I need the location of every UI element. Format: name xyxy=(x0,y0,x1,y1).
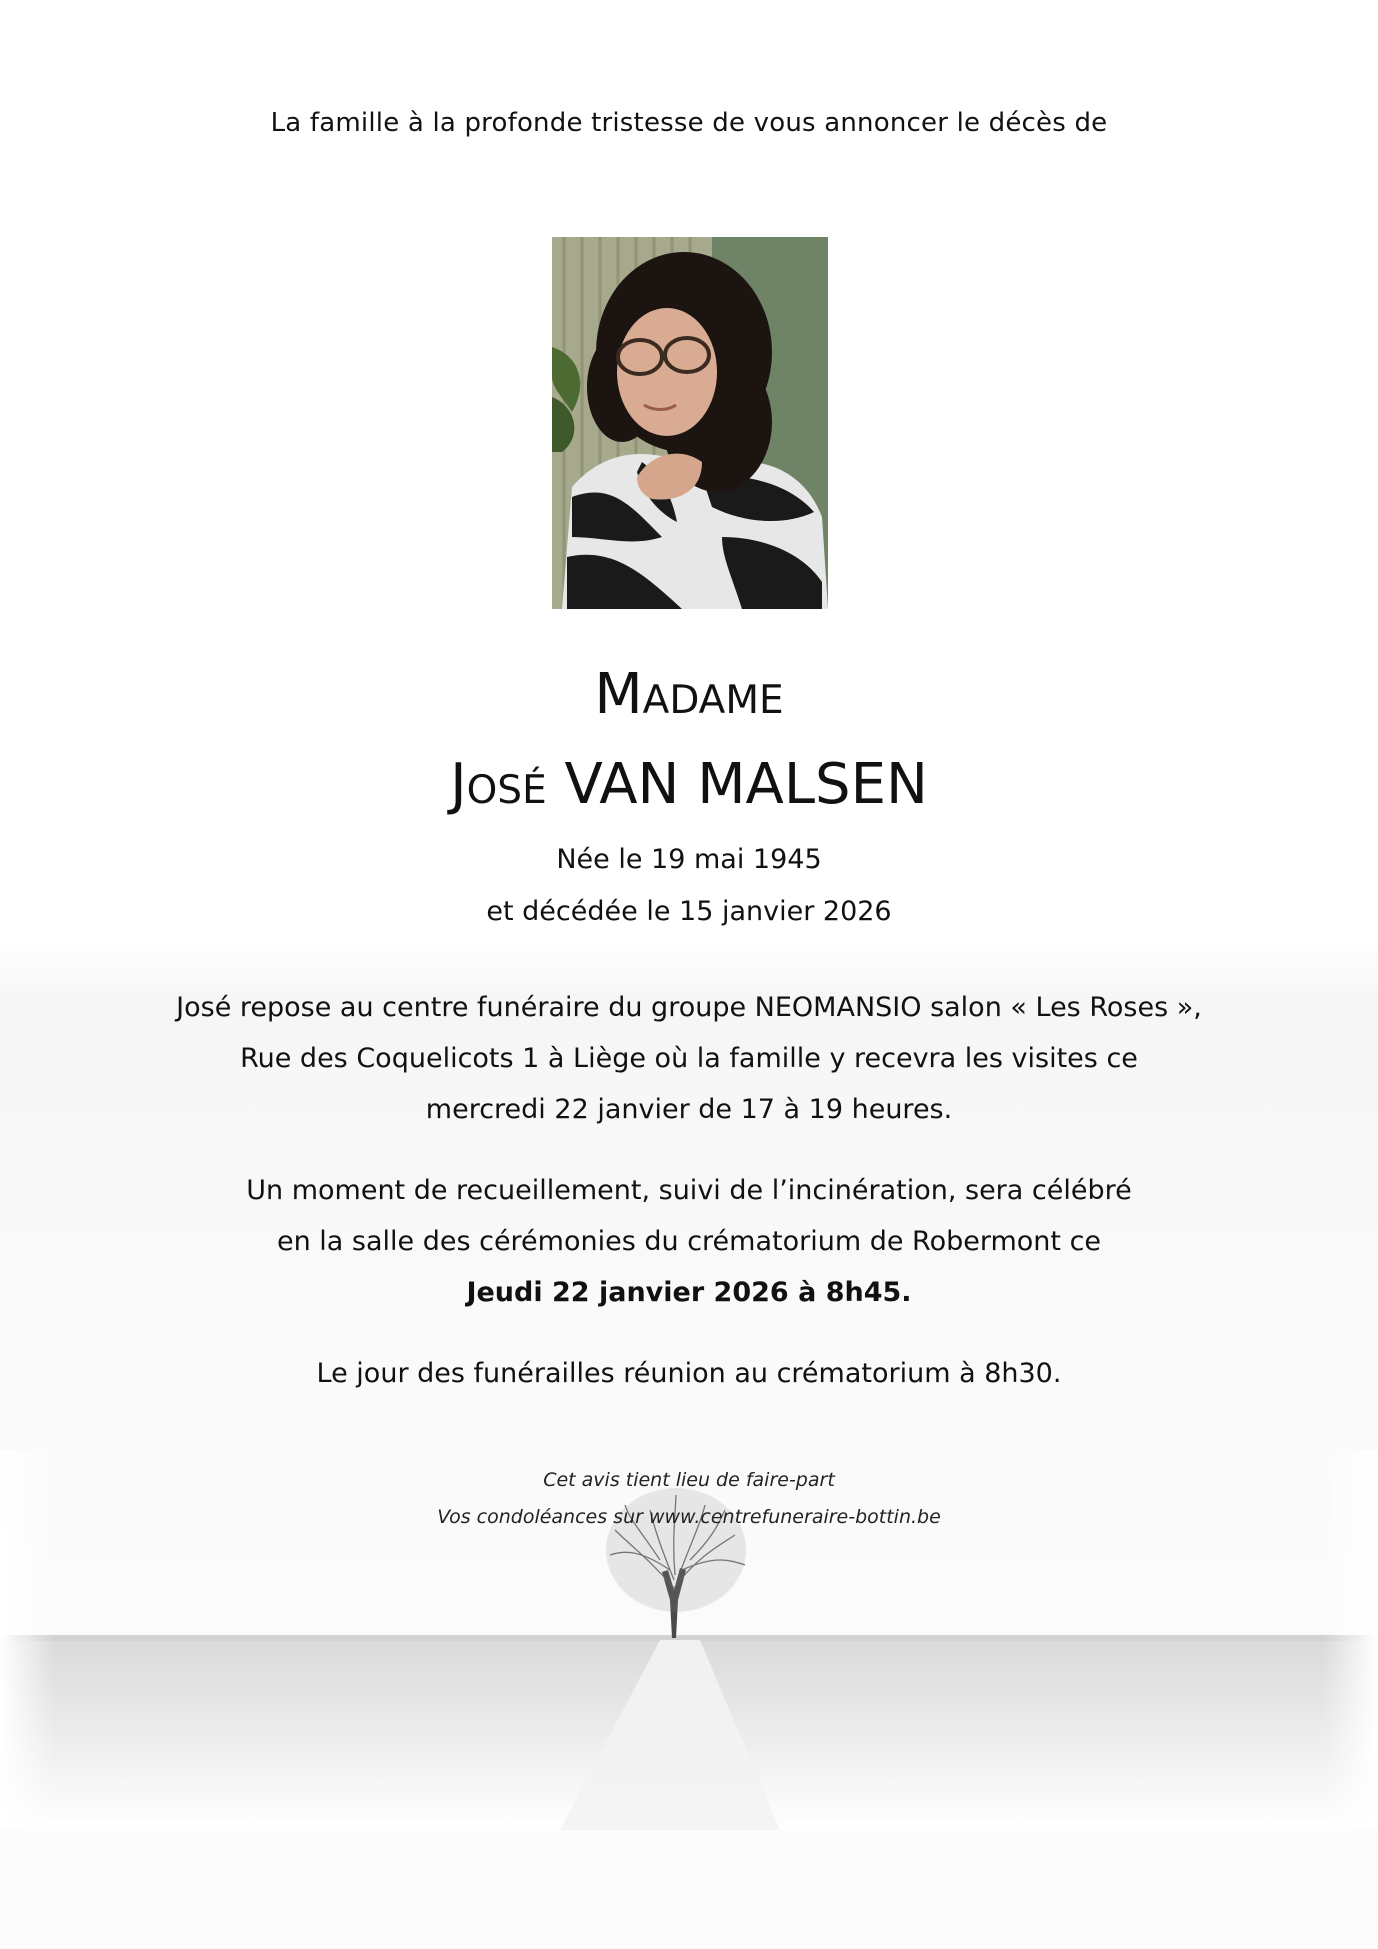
ceremony-date: Jeudi 22 janvier 2026 à 8h45. xyxy=(466,1277,912,1308)
full-name: José VAN MALSEN xyxy=(450,752,928,817)
visitation-line: José repose au centre funéraire du groupe NEOMANSIO salon « Les Roses », xyxy=(176,992,1202,1023)
honorific-title: Madame xyxy=(594,662,784,727)
portrait-image xyxy=(552,237,828,609)
visitation-paragraph xyxy=(0,982,1378,1135)
ceremony-line: en la salle des cérémonies du crématorium de Robermont ce xyxy=(276,1226,1102,1257)
meeting-paragraph xyxy=(0,1348,1378,1399)
intro-text: La famille à la profonde tristesse de vous annoncer le décès de xyxy=(270,108,1108,138)
visitation-line: mercredi 22 janvier de 17 à 19 heures. xyxy=(425,1094,953,1125)
faire-part-note: Cet avis tient lieu de faire-part xyxy=(543,1469,835,1491)
death-date: et décédée le 15 janvier 2026 xyxy=(486,896,892,927)
announcement-body xyxy=(0,982,1378,1429)
meeting-line: Le jour des funérailles réunion au crématorium à 8h30. xyxy=(316,1358,1062,1389)
ceremony-paragraph xyxy=(0,1165,1378,1318)
footer-notes xyxy=(0,1462,1378,1536)
visitation-line: Rue des Coquelicots 1 à Liège où la famille y recevra les visites ce xyxy=(240,1043,1138,1074)
life-dates xyxy=(0,834,1378,938)
condolences-note: Vos condoléances sur www.centrefuneraire-bottin.be xyxy=(437,1506,941,1528)
deceased-name xyxy=(0,650,1378,830)
portrait-photo xyxy=(552,237,828,609)
birth-date: Née le 19 mai 1945 xyxy=(556,844,822,875)
ceremony-line: Un moment de recueillement, suivi de l’incinération, sera célébré xyxy=(246,1175,1132,1206)
